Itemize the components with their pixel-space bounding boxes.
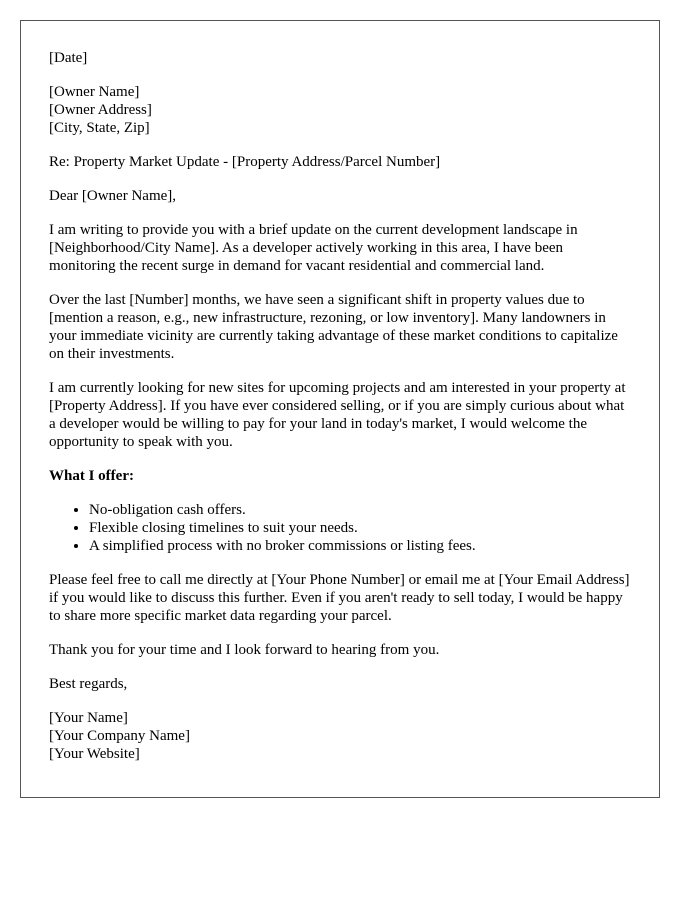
salutation: Dear [Owner Name], — [49, 188, 177, 204]
offer-heading: What I offer: — [49, 468, 134, 484]
offer-list-item: • Flexible closing timelines to suit your needs. — [89, 519, 631, 537]
signature-company: [Your Company Name] — [49, 728, 190, 744]
closing-paragraph-contact: Please feel free to call me directly at [Your Phone Number] or email me at [Your Email Address] if you would like to discuss this further. Even if you aren't ready to sell today, I would be happy to share more specific market data regarding your parcel. — [49, 572, 630, 624]
offer-list-item: • No-obligation cash offers. — [89, 501, 631, 519]
letter-document — [20, 20, 660, 798]
recipient-city-state-zip: [City, State, Zip] — [49, 120, 150, 136]
offer-list-item: • A simplified process with no broker commissions or listing fees. — [89, 537, 631, 555]
signature-name: [Your Name] — [49, 710, 128, 726]
offer-list — [49, 501, 631, 555]
signature-block — [49, 709, 631, 763]
signature-website: [Your Website] — [49, 746, 140, 762]
sign-off: Best regards, — [49, 676, 128, 692]
body-paragraph-interest: I am currently looking for new sites for upcoming projects and am interested in your property at [Property Address]. If you have ever considered selling, or if you are simply curious about what a developer would be willing to pay for your land in today's market, I would welcome the opportunity to speak with you. — [49, 380, 626, 450]
closing-paragraph-thanks: Thank you for your time and I look forward to hearing from you. — [49, 642, 440, 658]
recipient-block — [49, 83, 631, 137]
body-paragraph-market: Over the last [Number] months, we have seen a significant shift in property values due to [mention a reason, e.g., new infrastructure, rezoning, or low inventory]. Many landowners in your immediate vicinity are currently taking advantage of these market conditions to capitalize on their investments. — [49, 292, 618, 362]
recipient-name: [Owner Name] — [49, 84, 140, 100]
recipient-address: [Owner Address] — [49, 102, 152, 118]
body-paragraph-intro: I am writing to provide you with a brief update on the current development landscape in [Neighborhood/City Name]. As a developer actively working in this area, I have been monitoring the recent surge in demand for vacant residential and commercial land. — [49, 222, 578, 274]
subject-line: Re: Property Market Update - [Property Address/Parcel Number] — [49, 154, 441, 170]
letter-date: [Date] — [49, 50, 88, 66]
